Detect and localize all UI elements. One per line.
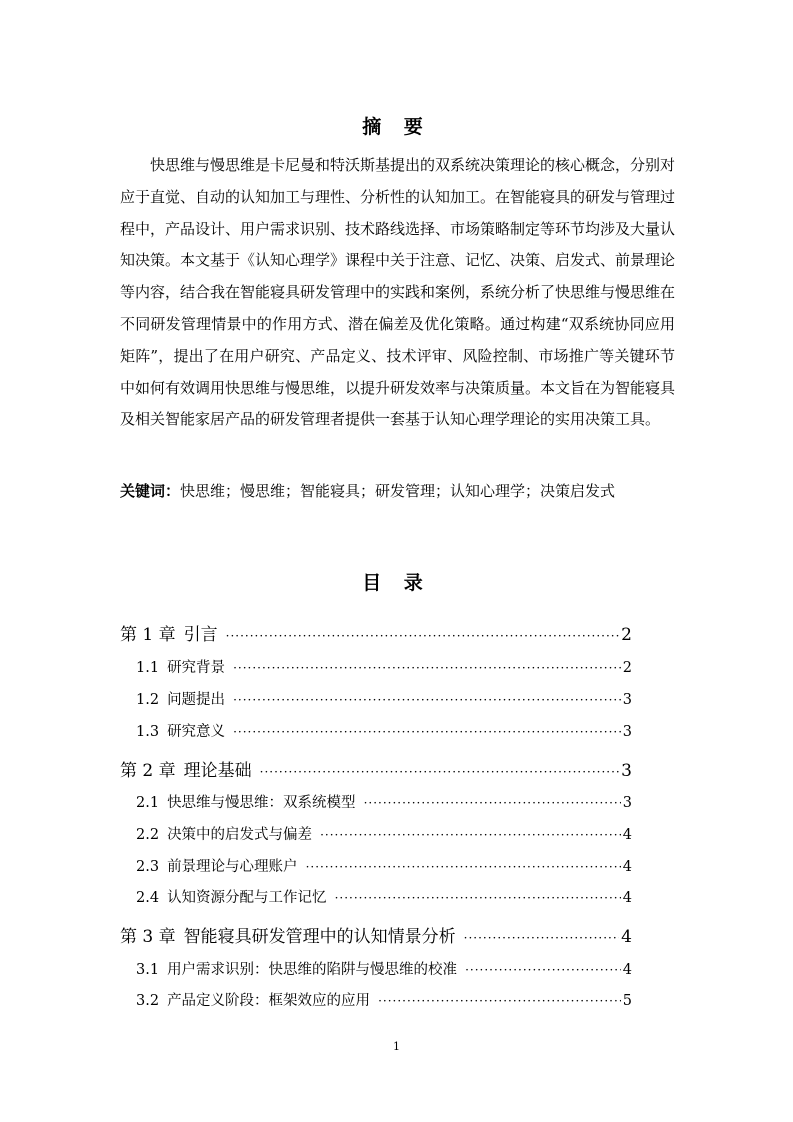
toc-entry-section-1-3[interactable] [136,720,632,741]
toc-entry-section-2-3[interactable] [136,855,632,876]
toc-entry-chapter-3[interactable] [120,922,632,947]
abstract-title: 摘 要 [362,116,431,138]
toc-entry-title: 研究背景 [167,660,226,676]
toc-entry-page: 4 [622,859,632,875]
toc-entry-page: 2 [621,625,632,645]
toc-entry-number: 第 2 章 [120,761,176,781]
toc-entry-chapter-2[interactable] [120,756,632,781]
toc-dot-leader [335,891,621,905]
toc-entry-title: 问题提出 [167,692,226,708]
toc-dot-leader [320,828,621,842]
toc-dot-leader [465,963,621,977]
toc-dot-leader [226,629,620,643]
toc-entry-number: 2.3 [136,859,160,875]
toc-entry-number: 2.2 [136,827,160,843]
toc-entry-number: 第 3 章 [120,927,176,947]
toc-entry-page: 3 [622,692,632,708]
toc-entry-title: 产品定义阶段：框架效应的应用 [167,993,371,1009]
toc-dot-leader [260,765,620,779]
toc-entry-section-1-2[interactable] [136,688,632,709]
toc-dot-leader [233,693,621,707]
toc-entry-title: 智能寝具研发管理中的认知情景分析 [183,927,456,947]
toc-entry-page: 3 [622,795,632,811]
toc-entry-chapter-1[interactable] [120,620,632,645]
toc-entry-section-3-1[interactable] [136,958,632,979]
keywords-label: 关键词： [120,482,181,500]
toc-entry-title: 引言 [183,625,218,645]
toc-dot-leader [306,860,621,874]
toc-entry-number: 3.1 [136,962,160,978]
toc-entry-title: 研究意义 [167,724,226,740]
toc-entry-section-2-2[interactable] [136,823,632,844]
toc-entry-page: 4 [622,962,632,978]
toc-entry-number: 第 1 章 [120,625,176,645]
toc-entry-title: 前景理论与心理账户 [167,859,298,875]
toc-entry-number: 1.2 [136,692,160,708]
toc-dot-leader [378,994,621,1008]
toc-entry-number: 1.3 [136,724,160,740]
toc-entry-page: 3 [621,761,632,781]
keywords-text: 快思维；慢思维；智能寝具；研发管理；认知心理学；决策启发式 [180,482,616,500]
toc-entry-title: 用户需求识别：快思维的陷阱与慢思维的校准 [167,962,458,978]
toc-dot-leader [464,931,620,945]
toc-entry-page: 4 [622,890,632,906]
toc-entry-number: 3.2 [136,993,160,1009]
page-number: 1 [393,1040,400,1053]
toc-entry-number: 2.4 [136,890,160,906]
toc-entry-title: 理论基础 [183,761,252,781]
abstract-body: 快思维与慢思维是卡尼曼和特沃斯基提出的双系统决策理论的核心概念，分别对应于直觉、自动的认知加工与理性、分析性的认知加工。在智能寝具的研发与管理过程中，产品设计、用户需求识别、技术路线选择、市场策略制定等环节均涉及大量认知决策。本文基于《认知心理学》课程中关于注意、记忆、决策、启发式、前景理论等内容，结合我在智能寝具研发管理中的实践和案例，系统分析了快思维与慢思维在不同研发管理情景中的作用方式、潜在偏差及优化策略。通过构建“双系统协同应用矩阵”，提出了在用户研究、产品定义、技术评审、风险控制、市场推广等关键环节中如何有效调用快思维与慢思维，以提升研发效率与决策质量。本文旨在为智能寝具及相关智能家居产品的研发管理者提供一套基于认知心理学理论的实用决策工具。 [120,156,676,429]
toc-entry-page: 5 [622,993,632,1009]
toc-entry-section-2-1[interactable] [136,791,632,812]
toc-entry-page: 4 [622,827,632,843]
toc-entry-page: 3 [622,724,632,740]
toc-title: 目 录 [362,572,431,594]
toc-entry-section-1-1[interactable] [136,656,632,677]
toc-entry-page: 2 [622,660,632,676]
toc-entry-title: 决策中的启发式与偏差 [167,827,313,843]
toc-entry-title: 认知资源分配与工作记忆 [167,890,327,906]
toc-entry-section-2-4[interactable] [136,886,632,907]
toc-dot-leader [233,725,621,739]
toc-entry-number: 2.1 [136,795,160,811]
toc-entry-page: 4 [621,927,632,947]
toc-entry-number: 1.1 [136,660,160,676]
toc-entry-title: 快思维与慢思维：双系统模型 [167,795,356,811]
toc-entry-section-3-2[interactable] [136,989,632,1010]
toc-dot-leader [233,661,621,675]
toc-dot-leader [364,796,621,810]
